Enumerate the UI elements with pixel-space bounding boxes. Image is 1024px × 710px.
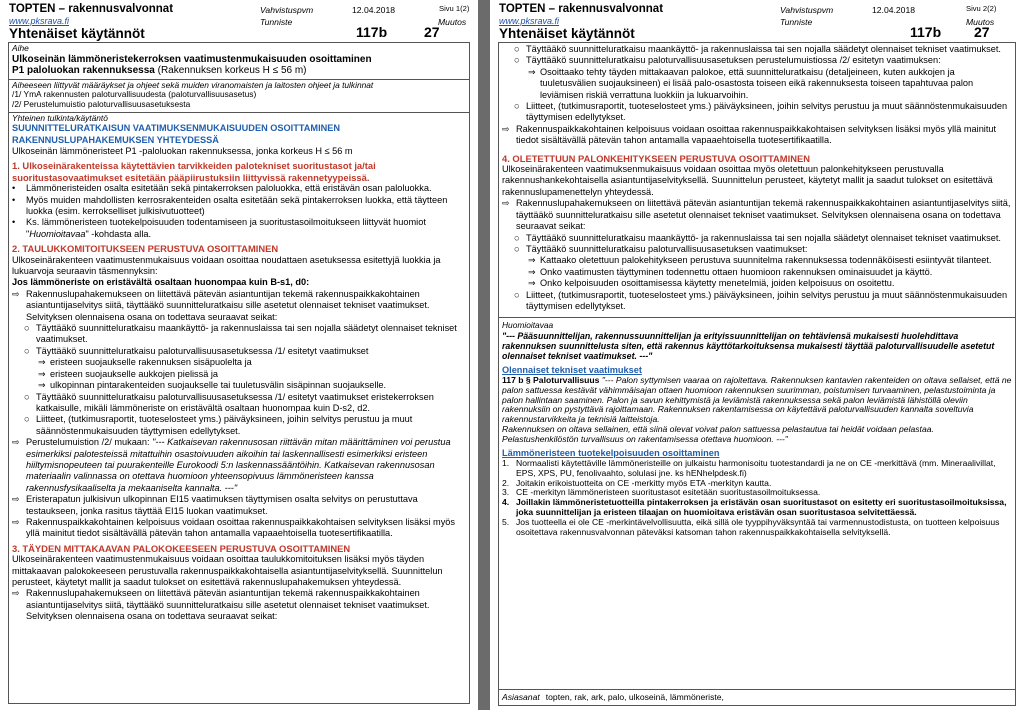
- list-item: ⇒ eristeen suojaukselle aukkojen pielissä ja: [38, 368, 219, 379]
- condition-text: Jos lämmöneriste on eristävältä osaltaan huonompaa kuin B-s1, d0:: [12, 277, 310, 288]
- arrow-item: ⇨ Rakennuslupahakemukseen on liitettävä pätevän asiantuntijan tekemä rakennuspaikkakohtainen asiantuntijaselvitys siitä, täyttääkö suunnitteluratkaisu sille asetetut olennaiset tekniset vaatimukset. Selvityksen olennaisena osana on todettava seuraavat seikat:: [12, 288, 430, 322]
- notes-box: [499, 317, 1015, 538]
- identifier-label: Tunniste: [260, 17, 293, 27]
- references-box: [9, 80, 469, 113]
- list-item: ○ Täyttääkö suunnitteluratkaisu paloturvallisuusasetuksessa /1/ esitetyt vaatimukset eristekerroksen katkaisulle, mikäli lämmöneriste on eristävältä osaltaan huonompaa kuin D-s2, d2.: [24, 391, 434, 413]
- keywords-label: Asiasanat: [502, 691, 540, 702]
- brand-title: TOPTEN – rakennusvalvonnat: [499, 3, 664, 15]
- paragraph: Ulkoseinärakenteen vaatimustenmukaisuus voidaan osoittaa noudattaen asetuksessa esitettyjä luokkia ja lukuarvoja seuraavin täsmennyksin:: [12, 254, 441, 277]
- list-item: ○ Liitteet, (tutkimusraportit, tuoteselosteet yms.) päiväyksineen, joihin selvitys perustuu ja muut säännöstenmukaisuuden täyttymisen edellytykset.: [514, 101, 1008, 123]
- change-label: Muutos: [966, 17, 995, 27]
- subject-box: [9, 43, 469, 80]
- subject-label: Aihe: [12, 43, 29, 53]
- page-separator: [478, 0, 490, 710]
- numbered-item: 5. Jos tuotteella ei ole CE -merkintävelvollisuutta, eikä sillä ole tyyppihyväksyntää tai varmennustodistusta, on tuotteen kelpoisuus osoitettava rakennusvalvonnan päteväksi katsoman tahon rakennuspaikkakohtaisella selvityksellä.: [502, 516, 1000, 537]
- keywords-row: [499, 689, 1015, 705]
- requirements-quote: "--- Palon syttymisen vaaraa on rajoitettava. Rakennuksen kantavien rakenteiden on oltava sellaiset, että ne palon sattuessa kestävät vähimmäisajan ottaen huomioon rakennuksen suurimman, poistumisen turvaaminen, pelastustoiminta ja palon hallintaan saaminen. Palon ja savun kehittymistä ja leviämistä rakennuksessa sekä palon leviämistä lähistöllä oleviin rakennuksiin on pystyttävä rajoittamaan. Rakennuksen rakentamisessa on käytettävä paloturvallisuuden kannalta soveltuvia rakennustarvikkeita ja teknisiä laitteistoja.: [502, 374, 1012, 425]
- requirements-heading: Olennaiset tekniset vaatimukset: [502, 364, 642, 375]
- section-2-heading: 2. TAULUKKOMITOITUKSEEN PERUSTUVA OSOITTAMINEN: [12, 243, 279, 255]
- section-3-heading: 3. TÄYDEN MITTAKAAVAN PALOKOKEESEEN PERUSTUVA OSOITTAMINEN: [12, 542, 351, 554]
- list-item: ⇒ eristeen suojaukselle rakennuksen sisäpuolelta ja: [38, 357, 252, 368]
- numbered-item: 1. Normaalisti käytettäville lämmöneristeille on julkaistu harmonisoitu tuotestandardi ja ne on CE -merkittävä (mm. Mineraalivillat, EPS, XPS, PU, fenolivaahto, solulasi jne. ks hENhelpdesk.fi): [502, 457, 996, 478]
- document-code: 117b: [910, 24, 942, 40]
- arrow-item: ⇨ Eristerapatun julkisivun ulkopinnan EI15 vaatimuksen täyttymisen osalta selvitys on perustuttava testaukseen, jonka rasitus täyttää EI15 luokan vaatimukset.: [12, 494, 418, 516]
- section-4-heading: 4. OLETETTUUN PALONKEHITYKSEEN PERUSTUVA OSOITTAMINEN: [502, 152, 810, 164]
- notes-label: Huomioitavaa: [502, 320, 554, 331]
- page-header: [496, 3, 1018, 45]
- list-item: ○ Täyttääkö suunnitteluratkaisu paloturvallisuusasetuksessa /1/ esitetyt vaatimukset: [24, 345, 369, 356]
- insulation-heading: Lämmöneristeen tuotekelpoisuuden osoittaminen: [502, 447, 720, 458]
- list-item: ⇒ Onko vaatimusten täyttyminen todennettu ottaen huomioon rakennuksen ominaisuudet ja käyttö.: [528, 266, 933, 277]
- paragraph: Ulkoseinärakenteen vaatimuksenmukaisuus voidaan osoittaa myös oletettuun palonkehitykseen perustuvalla rakennushankekohtaisella asiantuntijaselvityksellä. Suunnittelun perusteet, käytetyt mallit ja saadut tulokset on esitettävä rakennuslupamenettelyn yhteydessä.: [502, 164, 993, 197]
- subject-line-1: Ulkoseinän lämmöneristekerroksen vaatimustenmukaisuuden osoittaminen: [12, 53, 372, 65]
- arrow-item: ⇨ Rakennuspaikkakohtainen kelpoisuus voidaan osoittaa rakennuspaikkakohtaisen selvityksen lisäksi myös yllä mainitut tiedot sisältävällä pätevän tahon antamalla vapaaehtoisella tuotesertifikaatilla.: [12, 516, 455, 539]
- page-number: Sivu 2(2): [966, 4, 997, 13]
- approval-date: 12.04.2018: [872, 5, 916, 15]
- arrow-item: ⇨ Rakennuspaikkakohtainen kelpoisuus voidaan osoittaa rakennuspaikkakohtaisen selvityksen lisäksi myös yllä mainitut tiedot sisältävällä pätevän tahon antamalla vapaaehtoisella tuotesertifikaatilla.: [502, 123, 997, 146]
- keywords-value: topten, rak, ark, palo, ulkoseinä, lämmöneriste,: [545, 691, 724, 702]
- document-title: Yhtenäiset käytännöt: [9, 26, 145, 41]
- subject-height: (Rakennuksen korkeus H ≤ 56 m): [157, 65, 307, 77]
- numbered-item: 2. Joitakin erikoistuotteita on CE -merkitty myös ETA -merkityn kautta.: [502, 477, 772, 488]
- approval-date-label: Vahvistuspvm: [260, 5, 314, 15]
- document-version: 27: [974, 24, 990, 40]
- list-item: ○ Liitteet, (tutkimusraportit, tuoteselosteet yms.) päiväyksineen, joihin selvitys perustuu ja muut säännöstenmukaisuuden täyttymisen edellytykset.: [514, 289, 1008, 311]
- list-item: ○ Täyttääkö suunnitteluratkaisu maankäyttö- ja rakennuslaissa tai sen nojalla säädetyt olennaiset tekniset vaatimukset.: [514, 44, 1001, 54]
- list-item: • Ks. lämmöneristeen tuotekelpoisuuden todentamiseen ja suoritustasoilmoitukseen liittyvät huomiot "Huomioitavaa" -kohdasta alla.: [12, 217, 426, 239]
- page-number: Sivu 1(2): [439, 4, 470, 13]
- brand-title: TOPTEN – rakennusvalvonnat: [9, 3, 174, 15]
- list-item: ⇒ Onko kelpoisuuden osoittamisessa käytetty menetelmiä, joiden kelpoisuus on osoitettu.: [528, 278, 895, 289]
- main-body: [499, 43, 1015, 313]
- page-header: [6, 3, 472, 45]
- reference-1: /1/ YmA rakennusten paloturvallisuudesta (paloturvallisuusasetus): [12, 89, 257, 100]
- numbered-item: 4. Joillakin lämmöneristetuotteilla pintakerroksen ja eristävän osan suoritustasot on esitetty eri suoritustasoilmoituksissa, joka suunnittelijan ja eristeen tilaajan on huomioitava eristävän osan suoritustasoa selvitettäessä.: [502, 497, 1007, 517]
- notes-quote: "--- Pääsuunnittelijan, rakennussuunnittelijan ja erityissuunnittelijan on tehtäviensä mukaisesti huolehdittava rakennuksen suunnittelusta siten, että rakennus käyttötarkoituksensa mukaisesti täyttää paloturvallisuudelle asetetut olennaiset tekniset vaatimukset. ---": [502, 330, 995, 362]
- list-item: ⇒ ulkopinnan pintarakenteiden suojaukselle tai tuuletusvälin sisäpinnan suojaukselle.: [38, 380, 387, 391]
- document-version: 27: [424, 24, 440, 40]
- list-item: ○ Täyttääkö suunnitteluratkaisu maankäyttö- ja rakennuslaissa tai sen nojalla säädetyt olennaiset tekniset vaatimukset.: [24, 323, 457, 345]
- identifier-label: Tunniste: [780, 17, 813, 27]
- content-frame: [8, 42, 470, 704]
- practice-label: Yhteinen tulkinta/käytäntö: [12, 112, 108, 123]
- document-code: 117b: [356, 24, 388, 40]
- document-page-1: [0, 0, 478, 710]
- website-link[interactable]: www.pksrava.fi: [499, 16, 560, 26]
- section-heading-2: RAKENNUSLUPAHAKEMUKSEN YHTEYDESSÄ: [12, 134, 219, 145]
- numbered-item: 3. CE -merkityn lämmöneristeen suoritustasot esitetään suoritustasoilmoituksessa.: [502, 487, 821, 498]
- approval-date: 12.04.2018: [352, 5, 396, 15]
- list-item: • Myös muiden mahdollisten kerrosrakenteiden osalta esitetään sekä pintakerroksen luokka, että täytteen luokka (esim. kerrokselliset julkisivutuotteet): [12, 194, 448, 216]
- list-item: ○ Täyttääkö suunnitteluratkaisu paloturvallisuusasetuksen vaatimukset:: [514, 243, 808, 254]
- section-ref: 117 b § Paloturvallisuus: [502, 374, 600, 385]
- requirements-quote-2: Rakennuksen on oltava sellainen, että siinä olevat voivat palon sattuessa pelastautua tai heidät voidaan pelastaa. Pelastushenkilöstön turvallisuus on rakentamisessa otettava huomioon. ---": [502, 423, 934, 444]
- document-title: Yhtenäiset käytännöt: [499, 26, 635, 41]
- list-item: ○ Täyttääkö suunnitteluratkaisu paloturvallisuusasetuksen perustelumuistiossa /2/ esitetyn vaatimuksen:: [514, 55, 941, 66]
- document-page-2: [490, 0, 1024, 710]
- website-link[interactable]: www.pksrava.fi: [9, 16, 70, 26]
- list-item: ⇒ Osoittaako tehty täyden mittakaavan palokoe, että suunnitteluratkaisu (detaljeineen, kuten aukkojen ja tuuletusvälien suojauksineen) ei lisää palo-osastosta toiseen eikä rakennuksesta toiseen tapahtuvaa palon leviämisen riskiä verrattuna luokkiin ja lukuarvoihin.: [528, 66, 974, 100]
- section-heading: SUUNNITTELURATKAISUN VAATIMUKSENMUKAISUUDEN OSOITTAMINEN: [12, 123, 341, 134]
- approval-date-label: Vahvistuspvm: [780, 5, 834, 15]
- arrow-item: ⇨ Perustelumuistion /2/ mukaan: "--- Katkaisevan rakennusosan riittävän mitan määrittäminen voi perustua esimerkiksi palotesteissä mitattuihin osastoivuuden aikoihin tai laskennallisesti esimerkiksi eristeen hiiltymisnopeuteen tai puurakenteille Eurokoodi 5:n laskennassääntöihin. Katkaisevan rakennusosan materiaalin valinnassa on otettava huomioon yhteensopivuus lämmöneristeen kanssa rakennusfysikaaliselta ja mekaaniselta kannalta. ---": [12, 437, 451, 493]
- list-item: ⇒ Kattaako oletettuun palokehitykseen perustuva suunnitelma rakennuksessa todennäköisesti esiintyvät tilanteet.: [528, 255, 992, 266]
- change-label: Muutos: [438, 17, 467, 27]
- reference-2: /2/ Perustelumuistio paloturvallisuusasetuksesta: [12, 98, 191, 109]
- list-item: ○ Täyttääkö suunnitteluratkaisu maankäyttö- ja rakennuslaissa tai sen nojalla säädetyt olennaiset tekniset vaatimukset.: [514, 232, 1001, 243]
- references-label: Aiheeseen liittyvät määräykset ja ohjeet sekä muiden viranomaisten ja laitosten ohjeet ja tulkinnat: [12, 79, 374, 90]
- content-frame: [498, 42, 1016, 706]
- arrow-item: ⇨ Rakennuslupahakemukseen on liitettävä pätevän asiantuntijan tekemä rakennuspaikkakohtainen asiantuntijaselvitys siitä, täyttääkö suunnitteluratkaisu sille asetetut olennaiset tekniset vaatimukset. Selvityksen olennaisena osana on todettava seuraavat seikat:: [502, 198, 1011, 232]
- list-item: ○ Liitteet, (tutkimusraportit, tuoteselosteet yms.) päiväyksineen, joihin selvitys perustuu ja muut säännöstenmukaisuuden täyttymisen edellytykset.: [24, 414, 413, 436]
- subject-line-2: P1 paloluokan rakennuksessa: [12, 65, 155, 77]
- intro-text: Ulkoseinän lämmöneristeet P1 -paloluokan rakennuksessa, jonka korkeus H ≤ 56 m: [12, 145, 353, 156]
- paragraph: Ulkoseinärakenteen vaatimustenmukaisuus voidaan osoittaa taulukkomitoituksen lisäksi myös täyden mittakaavan palokokeeseen perustuvalla rakennuspaikkakohtaisella asiantuntijaselvityksellä. Suunnittelun perusteet, käytetyt mallit ja saadut tulokset on esitettävä rakennuslupahakemuksen yhteydessä.: [12, 554, 443, 587]
- list-item: • Lämmöneristeiden osalta esitetään sekä pintakerroksen paloluokka, että eristävän osan paloluokka.: [12, 183, 432, 194]
- main-body: [9, 113, 469, 624]
- arrow-item: ⇨ Rakennuslupahakemukseen on liitettävä pätevän asiantuntijan tekemä rakennuspaikkakohtainen asiantuntijaselvitys siitä, täyttääkö suunnitteluratkaisu sille asetetut olennaiset tekniset vaatimukset. Selvityksen olennaisena osana on todettava seuraavat seikat:: [12, 588, 430, 622]
- section-1-heading: 1. Ulkoseinärakenteissa käytettävien tarvikkeiden palotekniset suoritustasot ja/tai suoritustasovaatimukset esitetään pääpiirustuksiin liittyvissä rakennetyypeissä.: [12, 160, 376, 183]
